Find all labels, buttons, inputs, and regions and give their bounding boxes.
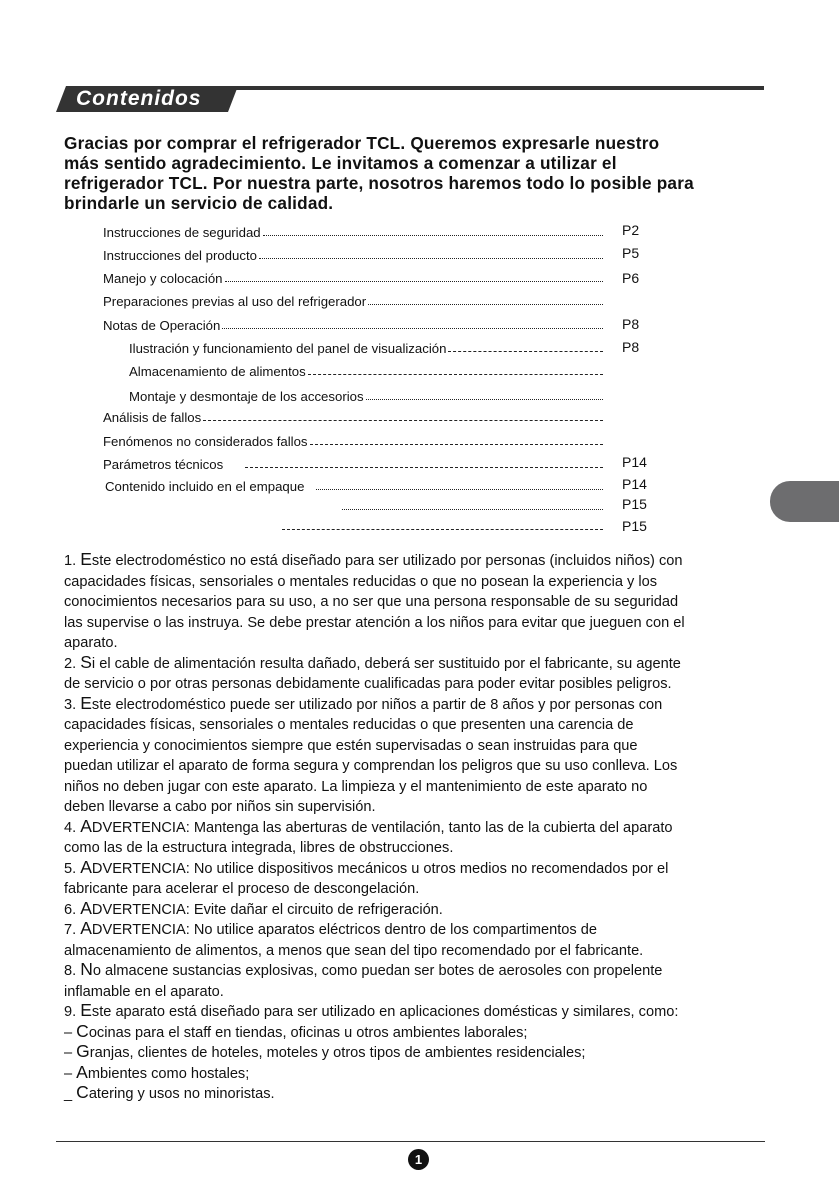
- safety-line: [64, 673, 804, 694]
- item-text: ste electrodoméstico puede ser utilizado por niños a partir de 8 años y por personas con: [91, 696, 663, 713]
- toc-leader: [316, 489, 603, 490]
- toc-label: Instrucciones del producto: [103, 248, 257, 263]
- item-prefix: 7.: [64, 922, 81, 938]
- toc-label: Notas de Operación: [103, 318, 221, 333]
- section-header: [56, 86, 764, 112]
- safety-line: [64, 776, 804, 797]
- item-prefix: 1.: [64, 553, 81, 569]
- toc-entry[interactable]: [280, 514, 603, 534]
- item-prefix: 5.: [64, 860, 81, 877]
- item-text: de servicio o por otras personas debidamente cualificadas para poder evitar posibles peligros.: [64, 676, 672, 692]
- toc-leader: [222, 328, 603, 329]
- item-prefix: _: [64, 1086, 77, 1102]
- item-text: fabricante para acelerar el proceso de descongelación.: [64, 881, 420, 897]
- toc-leader: [263, 235, 603, 236]
- item-text: DVERTENCIA: Evite dañar el circuito de refrigeración.: [91, 901, 443, 918]
- footer-rule: [56, 1141, 765, 1142]
- safety-instructions: [64, 550, 804, 1104]
- toc-entry[interactable]: [340, 494, 603, 514]
- section-side-tab[interactable]: [770, 481, 839, 522]
- safety-line: [64, 817, 804, 838]
- item-initial: A: [80, 815, 92, 836]
- toc-entry[interactable]: [103, 289, 603, 309]
- header-rule: [236, 86, 764, 90]
- item-text: niños no deben jugar con este aparato. La limpieza y el mantenimiento de este aparato no: [64, 778, 648, 795]
- safety-line: [64, 550, 804, 571]
- toc-label: Manejo y colocación: [103, 271, 223, 286]
- item-prefix: 8.: [64, 963, 81, 979]
- item-text: i el cable de alimentación resulta dañado, deberá ser sustituido por el fabricante, su agente: [91, 655, 681, 672]
- toc-page: P14: [622, 476, 647, 492]
- item-text: mbientes como hostales;: [87, 1065, 250, 1082]
- toc-label: Análisis de fallos: [103, 410, 202, 425]
- item-initial: E: [80, 549, 92, 569]
- toc-leader: [368, 304, 603, 305]
- item-text: inflamable en el aparato.: [64, 983, 224, 1000]
- toc-label: Parámetros técnicos: [103, 457, 224, 472]
- item-initial: A: [80, 897, 92, 918]
- safety-line: [64, 755, 804, 776]
- item-initial: G: [76, 1041, 90, 1061]
- item-initial: A: [76, 1061, 88, 1082]
- safety-line: [64, 960, 804, 981]
- item-text: DVERTENCIA: Mantenga las aberturas de ventilación, tanto las de la cubierta del aparato: [91, 819, 673, 836]
- safety-line: [64, 940, 804, 961]
- safety-line: [64, 919, 804, 940]
- item-initial: A: [80, 856, 92, 877]
- item-initial: C: [76, 1082, 89, 1102]
- toc-leader: [448, 351, 603, 352]
- toc-page: P14: [622, 454, 647, 470]
- toc-leader: [259, 258, 603, 259]
- item-prefix: 2.: [64, 655, 81, 672]
- toc-leader: [203, 420, 603, 421]
- item-text: DVERTENCIA: No utilice aparatos eléctricos dentro de los compartimentos de: [91, 922, 597, 938]
- toc-entry[interactable]: [103, 313, 603, 333]
- toc-leader: [342, 509, 603, 510]
- toc-entry[interactable]: [129, 336, 603, 356]
- page-number: 1: [408, 1149, 429, 1170]
- toc-page: P15: [622, 496, 647, 512]
- toc-label: Instrucciones de seguridad: [103, 225, 261, 240]
- safety-line: [64, 1063, 804, 1084]
- item-text: capacidades físicas, sensoriales o mentales reducidas o que presenten una carencia de: [64, 717, 634, 733]
- toc-label: Contenido incluido en el empaque: [105, 479, 305, 494]
- safety-line: [64, 714, 804, 735]
- item-text: ste aparato está diseñado para ser utilizado en aplicaciones domésticas y similares, como:: [91, 1004, 679, 1020]
- safety-line: [64, 981, 804, 1002]
- item-text: ranjas, clientes de hoteles, moteles y otros tipos de ambientes residenciales;: [89, 1045, 586, 1061]
- item-prefix: 6.: [64, 901, 81, 918]
- item-text: como las de la estructura integrada, libres de obstrucciones.: [64, 840, 454, 856]
- intro-paragraph: [64, 133, 774, 213]
- toc-entry[interactable]: [103, 429, 603, 449]
- toc-leader: [308, 374, 603, 375]
- safety-line: [64, 796, 804, 817]
- item-text: DVERTENCIA: No utilice dispositivos mecánicos u otros medios no recomendados por el: [91, 860, 669, 877]
- item-text: puedan utilizar el aparato de forma segura y comprendan los peligros que su uso conlleva. Los: [64, 758, 678, 774]
- item-text: experiencia y conocimientos siempre que estén supervisadas o sean instruidas para que: [64, 737, 638, 754]
- toc-entry[interactable]: [129, 359, 603, 379]
- toc-leader: [282, 529, 603, 530]
- toc-page: P8: [622, 339, 640, 355]
- toc-entry[interactable]: [103, 243, 603, 263]
- toc-entry[interactable]: [105, 474, 603, 494]
- safety-line: [64, 1042, 804, 1063]
- toc-label: Preparaciones previas al uso del refrigerador: [103, 294, 367, 309]
- toc-entry[interactable]: [103, 220, 603, 240]
- safety-line: [64, 837, 804, 858]
- item-text: conocimientos necesarios para su uso, a no ser que una persona responsable de su seguridad: [64, 594, 679, 610]
- toc-leader: [245, 467, 603, 468]
- toc-label: Ilustración y funcionamiento del panel de visualización: [129, 341, 447, 356]
- item-text: o almacene sustancias explosivas, como puedan ser botes de aerosoles con propelente: [92, 963, 663, 979]
- toc-entry[interactable]: [103, 405, 603, 425]
- toc-page: P8: [622, 316, 640, 332]
- toc-label: Almacenamiento de alimentos: [129, 364, 306, 379]
- item-text: ste electrodoméstico no está diseñado para ser utilizado por personas (incluidos niños) con: [91, 553, 683, 569]
- toc-entry[interactable]: [103, 266, 603, 286]
- item-text: atering y usos no minoristas.: [88, 1086, 275, 1102]
- safety-line: [64, 653, 804, 674]
- item-prefix: –: [64, 1065, 77, 1082]
- safety-line: [64, 1001, 804, 1022]
- intro-line: refrigerador TCL. Por nuestra parte, nosotros haremos todo lo posible para: [64, 173, 694, 193]
- intro-line: brindarle un servicio de calidad.: [64, 193, 334, 213]
- item-prefix: 3.: [64, 696, 81, 713]
- safety-line: [64, 858, 804, 879]
- item-prefix: –: [64, 1045, 77, 1061]
- toc-entry[interactable]: [129, 384, 603, 404]
- item-text: capacidades físicas, sensoriales o mentales reducidas o que no posean la experiencia y los: [64, 573, 658, 590]
- toc-leader: [310, 444, 603, 445]
- safety-line: [64, 1083, 804, 1104]
- item-text: deben llevarse a cabo por niños sin supervisión.: [64, 799, 376, 815]
- toc-entry[interactable]: [103, 452, 603, 472]
- item-initial: E: [80, 692, 92, 713]
- toc-label: Montaje y desmontaje de los accesorios: [129, 389, 364, 404]
- item-text: aparato.: [64, 635, 118, 651]
- toc-label: Fenómenos no considerados fallos: [103, 434, 308, 449]
- safety-line: [64, 591, 804, 612]
- safety-line: [64, 878, 804, 899]
- toc-page: P5: [622, 245, 640, 261]
- item-text: ocinas para el staff en tiendas, oficinas u otros ambientes laborales;: [88, 1024, 528, 1041]
- toc-page: P2: [622, 222, 640, 238]
- toc-leader: [366, 399, 603, 400]
- intro-line: más sentido agradecimiento. Le invitamos a comenzar a utilizar el: [64, 153, 617, 173]
- safety-line: [64, 735, 804, 756]
- item-prefix: –: [64, 1024, 77, 1041]
- item-prefix: 9.: [64, 1004, 81, 1020]
- item-initial: C: [76, 1020, 89, 1041]
- safety-line: [64, 571, 804, 592]
- intro-line: Gracias por comprar el refrigerador TCL. Queremos expresarle nuestro: [64, 133, 660, 153]
- item-prefix: 4.: [64, 819, 81, 836]
- toc-page: P15: [622, 518, 647, 534]
- item-text: las supervise o las instruya. Se debe prestar atención a los niños para evitar que jueguen con el: [64, 614, 685, 631]
- safety-line: [64, 694, 804, 715]
- safety-line: [64, 612, 804, 633]
- safety-line: [64, 1022, 804, 1043]
- item-initial: A: [80, 918, 92, 938]
- item-initial: E: [80, 1000, 92, 1020]
- safety-line: [64, 899, 804, 920]
- safety-line: [64, 632, 804, 653]
- item-initial: N: [80, 959, 93, 979]
- item-initial: S: [80, 651, 92, 672]
- page-title: Contenidos: [76, 87, 202, 110]
- toc-page: P6: [622, 270, 640, 286]
- item-text: almacenamiento de alimentos, a menos que sean del tipo recomendado por el fabricante.: [64, 942, 644, 959]
- toc-leader: [225, 281, 604, 282]
